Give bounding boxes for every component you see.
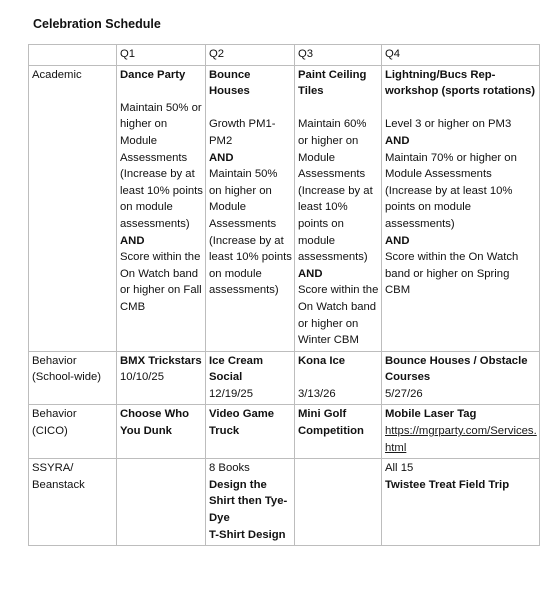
event-name: Lightning/Bucs Rep-workshop (sports rotations) (385, 68, 536, 98)
row-label-academic: Academic (29, 65, 117, 351)
and-label: AND (120, 234, 145, 247)
event-name: Video Game Truck (209, 408, 275, 438)
event-name: Paint Ceiling Tiles (298, 68, 367, 98)
event-date: 12/19/25 (209, 387, 253, 400)
table-row-behavior-cico (29, 405, 540, 459)
criteria-text: Maintain 70% or higher on Module Assessments (Increase by at least 10% points on module assessments) (385, 151, 517, 230)
cell-academic-q4 (382, 65, 540, 351)
cell-ssyra-q1 (117, 459, 206, 546)
header-corner (29, 45, 117, 66)
celebration-schedule-table (28, 44, 540, 546)
event-name: Choose Who You Dunk (120, 408, 190, 438)
header-row (29, 45, 540, 66)
cell-behavior-school-q4 (382, 351, 540, 405)
header-q2: Q2 (206, 45, 295, 66)
header-q4: Q4 (382, 45, 540, 66)
and-label: AND (385, 134, 410, 147)
cell-behavior-cico-q4 (382, 405, 540, 459)
header-q1: Q1 (117, 45, 206, 66)
cell-academic-q3 (295, 65, 382, 351)
row-label-ssyra: SSYRA/ Beanstack (29, 459, 117, 546)
row-label-behavior-school: Behavior (School-wide) (29, 351, 117, 405)
event-name: BMX Trickstars (120, 354, 202, 367)
criteria-text: Score within the On Watch band or higher on Spring CBM (385, 251, 519, 297)
page-title: Celebration Schedule (33, 17, 161, 31)
cell-behavior-cico-q2 (206, 405, 295, 459)
cell-academic-q2 (206, 65, 295, 351)
criteria-text: Level 3 or higher on PM3 (385, 118, 512, 131)
event-name: Mobile Laser Tag (385, 408, 477, 421)
table-row-behavior-school (29, 351, 540, 405)
event-name: Design the Shirt then Tye-Dye (209, 478, 288, 525)
cell-academic-q1 (117, 65, 206, 351)
row-label-behavior-cico: Behavior (CICO) (29, 405, 117, 459)
event-name: Mini Golf Competition (298, 408, 364, 438)
criteria-text: Maintain 50% on higher on Module Assessments (Increase by at least 10% points on module assessments) (209, 168, 292, 297)
goal-note: 8 Books (209, 462, 250, 475)
header-q3: Q3 (295, 45, 382, 66)
cell-ssyra-q3 (295, 459, 382, 546)
event-name: Ice Cream Social (209, 354, 264, 384)
event-name: Kona Ice (298, 354, 346, 367)
criteria-text: Growth PM1-PM2 (209, 118, 276, 147)
laser-tag-link[interactable]: https://mgrparty.com/Services.html (385, 425, 537, 454)
and-label: AND (298, 267, 323, 280)
cell-behavior-cico-q3 (295, 405, 382, 459)
goal-note: All 15 (385, 462, 414, 475)
event-name: Dance Party (120, 68, 186, 81)
event-date: 10/10/25 (120, 371, 164, 384)
cell-ssyra-q2 (206, 459, 295, 546)
table-row-ssyra (29, 459, 540, 546)
and-label: AND (385, 234, 410, 247)
event-date: 5/27/26 (385, 387, 423, 400)
and-label: AND (209, 151, 234, 164)
event-name: Bounce Houses (209, 68, 251, 98)
cell-behavior-school-q3 (295, 351, 382, 405)
cell-behavior-school-q1 (117, 351, 206, 405)
cell-behavior-cico-q1 (117, 405, 206, 459)
criteria-text: Score within the On Watch band or higher on Winter CBM (298, 284, 379, 347)
table-row-academic (29, 65, 540, 351)
event-name: T-Shirt Design (209, 528, 286, 541)
criteria-text: Maintain 50% or higher on Module Assessments (Increase by at least 10% points on module assessments) (120, 101, 203, 230)
criteria-text: Score within the On Watch band or higher on Fall CMB (120, 251, 202, 313)
event-name: Twistee Treat Field Trip (385, 478, 510, 491)
event-name: Bounce Houses / Obstacle Courses (385, 354, 528, 384)
criteria-text: Maintain 60% or higher on Module Assessments (Increase by at least 10% points on module assessments) (298, 118, 373, 264)
cell-ssyra-q4 (382, 459, 540, 546)
event-date: 3/13/26 (298, 387, 336, 400)
cell-behavior-school-q2 (206, 351, 295, 405)
